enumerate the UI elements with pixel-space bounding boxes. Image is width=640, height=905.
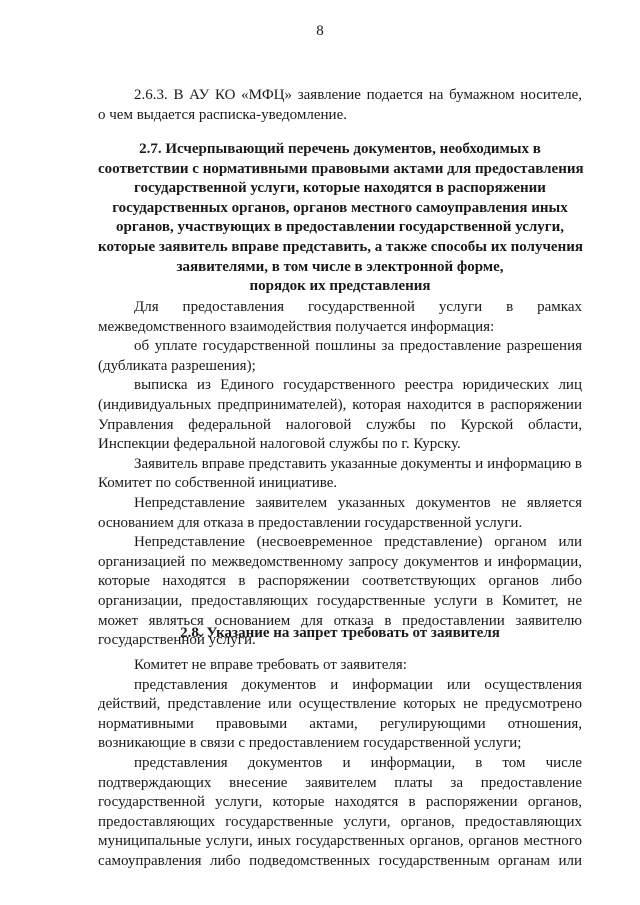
heading-line: порядок их представления xyxy=(249,278,431,295)
text-line: государственной услуги. xyxy=(98,632,256,649)
text-line: межведомственного взаимодействия получается информация: xyxy=(98,318,495,335)
text-line: подтверждающих внесение заявителем платы за предоставление xyxy=(98,774,582,791)
heading-line: соответствии с нормативными правовыми актами для предоставления xyxy=(98,160,584,177)
text-line: об уплате государственной пошлины за предоставление разрешения xyxy=(134,338,582,355)
text-line: (дубликата разрешения); xyxy=(98,357,256,374)
section-body-2-8 xyxy=(98,656,582,872)
page-number: 8 xyxy=(316,23,324,39)
text-line: государственной услуги, которые находятся в распоряжении органов, xyxy=(98,794,582,811)
text-line: может являться основанием для отказа в предоставлении заявителю xyxy=(98,612,582,629)
heading-line: заявителями, в том числе в электронной форме, xyxy=(176,258,504,275)
text-line: предоставляющих государственные услуги, органов, предоставляющих xyxy=(98,813,582,830)
text-line: о чем выдается расписка-уведомление. xyxy=(98,106,347,123)
text-line: (индивидуальных предпринимателей), которая находится в распоряжении xyxy=(98,396,582,413)
text-line: основанием для отказа в предоставлении государственной услуги. xyxy=(98,514,523,531)
paragraph-2-6-3 xyxy=(98,86,582,125)
heading-line: 2.7. Исчерпывающий перечень документов, необходимых в xyxy=(139,141,541,157)
section-heading-2-7 xyxy=(98,140,582,297)
text-line: 2.6.3. В АУ КО «МФЦ» заявление подается на бумажном носителе, xyxy=(134,87,582,103)
heading-line: государственной услуги, которые находятся в распоряжении xyxy=(134,180,546,197)
heading-line: органов, участвующих в предоставлении государственной услуги, xyxy=(115,219,565,236)
text-line: которые находятся в распоряжении соответствующих органов либо xyxy=(98,573,582,590)
text-line: возникающие в связи с предоставлением государственной услуги; xyxy=(98,735,522,752)
text-line: Заявитель вправе представить указанные документы и информацию в xyxy=(134,455,582,472)
text-line: организацией по межведомственному запросу документов и информации, xyxy=(98,553,582,570)
text-line: выписка из Единого государственного реестра юридических лиц xyxy=(134,377,582,394)
text-line: Комитет по собственной инициативе. xyxy=(98,475,338,492)
text-line: представления документов и информации, в том числе xyxy=(134,754,582,771)
section-body-2-7 xyxy=(98,298,582,651)
text-line: самоуправления либо подведомственных государственным органам или xyxy=(98,852,582,869)
text-line: Комитет не вправе требовать от заявителя: xyxy=(134,657,407,673)
text-line: представления документов и информации или осуществления xyxy=(134,676,582,693)
text-line: действий, представление или осуществление которых не предусмотрено xyxy=(98,696,582,713)
text-line: Непредставление заявителем указанных документов не является xyxy=(134,494,582,511)
text-line: Управления федеральной налоговой службы по Курской области, xyxy=(98,416,582,433)
heading-line: государственных органов, органов местного самоуправления иных xyxy=(112,199,568,216)
heading-line: которые заявитель вправе представить, а также способы их получения xyxy=(98,238,583,255)
text-line: муниципальные услуги, иных государственных органов, органов местного xyxy=(98,833,582,850)
text-line: Инспекции федеральной налоговой службы по г. Курску. xyxy=(98,436,461,453)
text-line: Для предоставления государственной услуги в рамках xyxy=(134,299,582,315)
text-line: организации, предоставляющих государственные услуги в Комитет, не xyxy=(98,592,582,609)
text-line: нормативными правовыми актами, регулирующими отношения, xyxy=(98,715,582,732)
section-heading-2-8 xyxy=(98,624,582,644)
text-line: Непредставление (несвоевременное представление) органом или xyxy=(134,534,582,551)
heading-line: 2.8. Указание на запрет требовать от заявителя xyxy=(180,625,500,641)
